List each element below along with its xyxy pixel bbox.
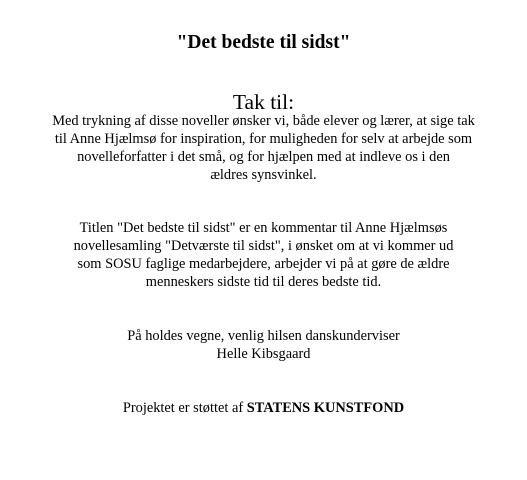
thanks-line: ældres synsvinkel. [210, 167, 317, 183]
signature-name: Helle Kibsgaard [216, 346, 311, 362]
thanks-heading: Tak til: [232, 90, 295, 114]
explanation-line: menneskers sidste tid til deres bedste tid. [145, 274, 382, 290]
thanks-line: novelleforfatter i det små, og for hjælpen med at indleve os i den [77, 149, 450, 165]
greeting-line: På holdes vegne, venlig hilsen danskunderviser [127, 328, 400, 344]
funder-name: STATENS KUNSTFOND [246, 400, 405, 416]
explanation-line: som SOSU faglige medarbejdere, arbejder vi på at gøre de ældre [77, 256, 450, 272]
thanks-line: til Anne Hjælmsø for inspiration, for muligheden for selv at arbejde som [54, 131, 473, 147]
document-title: "Det bedste til sidst" [176, 32, 351, 53]
support-line [20, 399, 507, 417]
explanation-line: novellesamling "Detværste til sidst", i ønsket om at vi kommer ud [73, 238, 454, 254]
title-explanation-paragraph [20, 219, 507, 291]
greeting-paragraph [20, 327, 507, 363]
explanation-line: Titlen "Det bedste til sidst" er en kommentar til Anne Hjælmsøs [79, 220, 448, 236]
thanks-line: Med trykning af disse noveller ønsker vi, både elever og lærer, at sige tak [52, 113, 475, 129]
thanks-paragraph [20, 112, 507, 184]
support-prefix: Projektet er støttet af [122, 400, 247, 416]
